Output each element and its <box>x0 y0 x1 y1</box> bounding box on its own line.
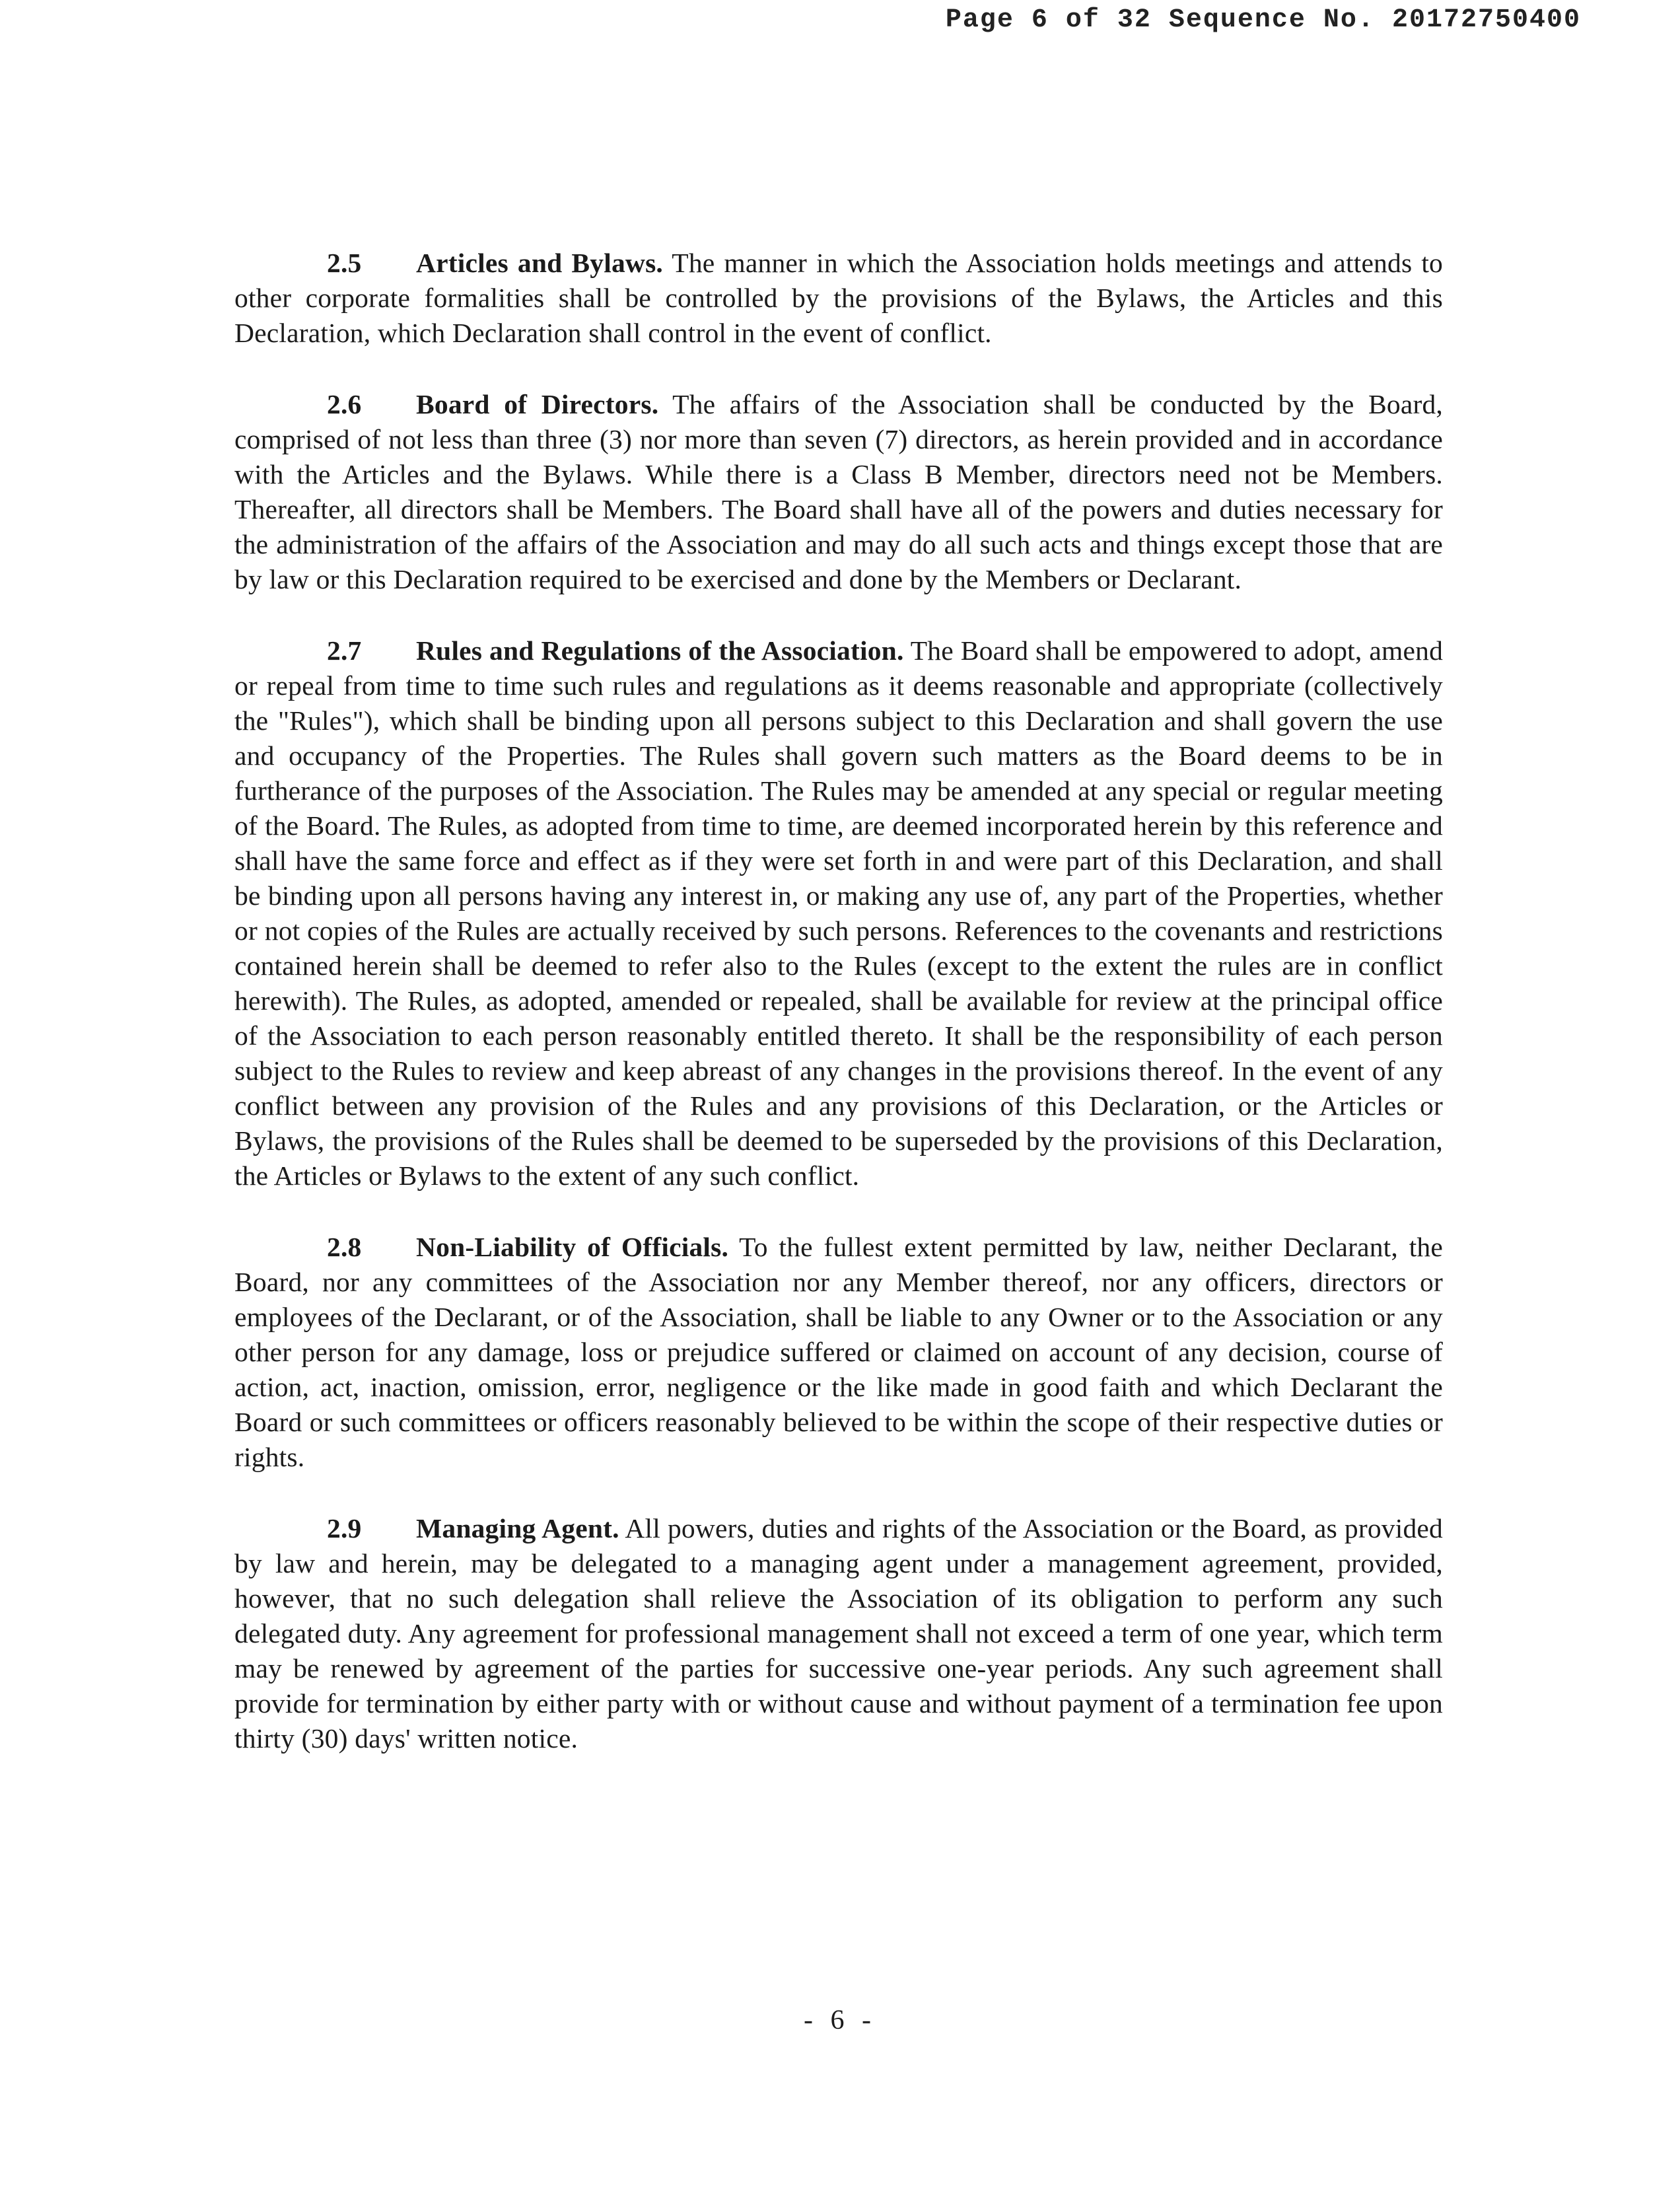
section-title: Managing Agent. <box>416 1513 619 1543</box>
section-2-5 <box>234 246 1443 351</box>
section-body: All powers, duties and rights of the Association or the Board, as provided by law and herein, may be delegated to a managing agent under a management agreement, provided, however, that no such delegation shall relieve the Association of its obligation to perform any such delegated duty. Any agreement for professional management shall not exceed a term of one year, which term may be renewed by agreement of the parties for successive one-year periods. Any such agreement shall provide for termination by either party with or without cause and without payment of a termination fee upon thirty (30) days' written notice. <box>234 1513 1443 1754</box>
section-body: The affairs of the Association shall be conducted by the Board, comprised of not less than three (3) nor more than seven (7) directors, as herein provided and in accordance with the Articles and the Bylaws. While there is a Class B Member, directors need not be Members. Thereafter, all directors shall be Members. The Board shall have all of the powers and duties necessary for the administration of the affairs of the Association and may do all such acts and things except those that are by law or this Declaration required to be exercised and done by the Members or Declarant. <box>234 389 1443 594</box>
section-body: To the fullest extent permitted by law, neither Declarant, the Board, nor any committees of the Association nor any Member thereof, nor any officers, directors or employees of the Declarant, or of the Association, shall be liable to any Owner or to the Association or any other person for any damage, loss or prejudice suffered or claimed on account of any decision, course of action, act, inaction, omission, error, negligence or the like made in good faith and which Declarant the Board or such committees or officers reasonably believed to be within the scope of their respective duties or rights. <box>234 1232 1443 1472</box>
section-number: 2.9 <box>327 1513 362 1543</box>
section-number: 2.6 <box>327 389 362 419</box>
section-title: Articles and Bylaws. <box>416 248 664 278</box>
section-title: Non-Liability of Officials. <box>416 1232 729 1262</box>
section-title: Board of Directors. <box>416 389 659 419</box>
document-body <box>234 246 1443 1792</box>
section-body: The Board shall be empowered to adopt, amend or repeal from time to time such rules and regulations as it deems reasonable and appropriate (collectively the "Rules"), which shall be binding upon all persons subject to this Declaration and shall govern the use and occupancy of the Properties. The Rules shall govern such matters as the Board deems to be in furtherance of the purposes of the Association. The Rules may be amended at any special or regular meeting of the Board. The Rules, as adopted from time to time, are deemed incorporated herein by this reference and shall have the same force and effect as if they were set forth in and were part of this Declaration, and shall be binding upon all persons having any interest in, or making any use of, any part of the Properties, whether or not copies of the Rules are actually received by such persons. References to the covenants and restrictions contained herein shall be deemed to refer also to the Rules (except to the extent the rules are in conflict herewith). The Rules, as adopted, amended or repealed, shall be available for review at the principal office of the Association to each person reasonably entitled thereto. It shall be the responsibility of each person subject to the Rules to review and keep abreast of any changes in the provisions thereof. In the event of any conflict between any provision of the Rules and any provisions of this Declaration, or the Articles or Bylaws, the provisions of the Rules shall be deemed to be superseded by the provisions of this Declaration, the Articles or Bylaws to the extent of any such conflict. <box>234 635 1444 1191</box>
section-2-7 <box>234 633 1443 1193</box>
section-2-8 <box>234 1230 1443 1475</box>
section-body: The manner in which the Association holds meetings and attends to other corporate formalities shall be controlled by the provisions of the Bylaws, the Articles and this Declaration, which Declaration shall control in the event of conflict. <box>234 248 1444 348</box>
page-sequence-header: Page 6 of 32 Sequence No. 20172750400 <box>945 5 1581 35</box>
section-2-9 <box>234 1511 1443 1756</box>
section-number: 2.5 <box>327 248 362 278</box>
section-title: Rules and Regulations of the Association. <box>416 635 904 666</box>
section-2-6 <box>234 387 1443 597</box>
page-number: - 6 - <box>804 2005 876 2036</box>
section-number: 2.7 <box>327 635 362 666</box>
section-number: 2.8 <box>327 1232 362 1262</box>
